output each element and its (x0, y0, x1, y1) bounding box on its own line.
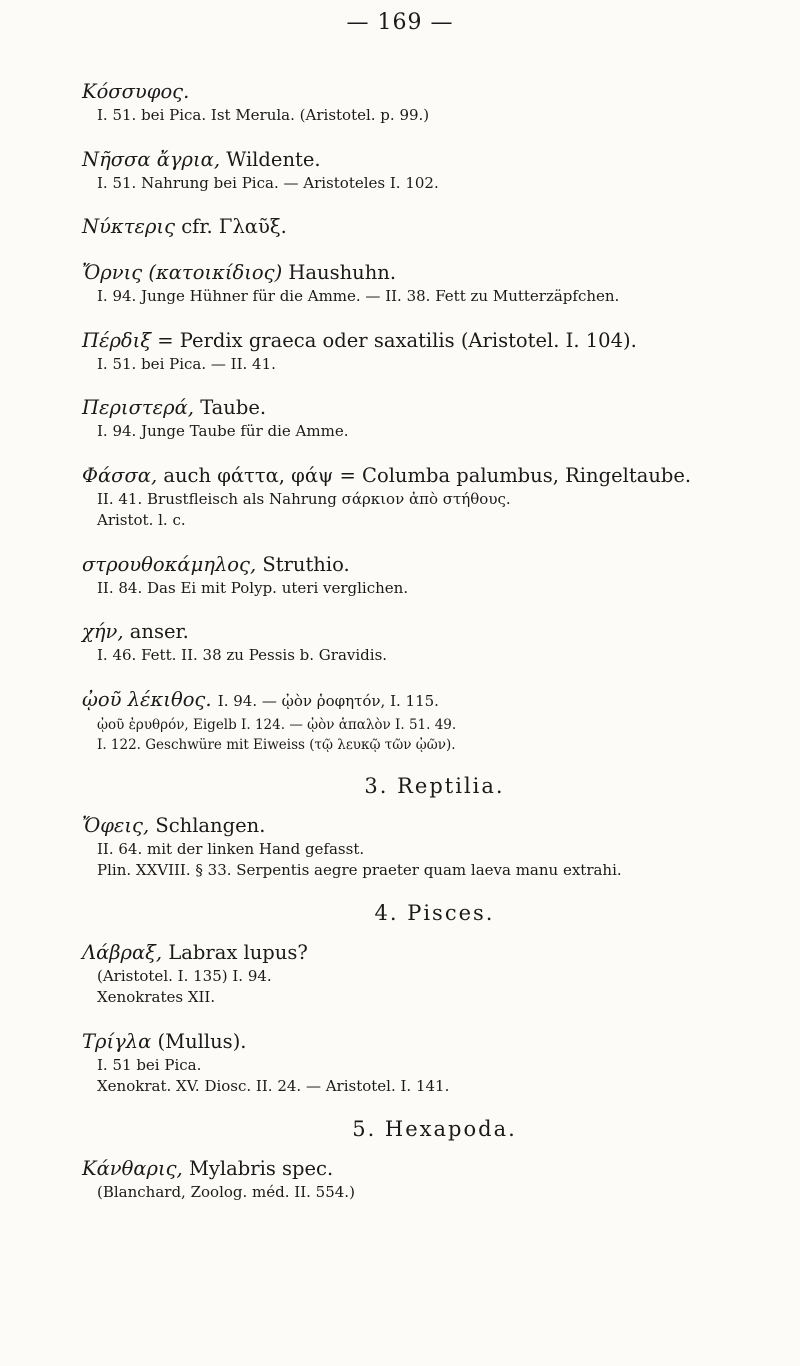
entry-latin: Mylabris spec. (188, 1156, 334, 1180)
entry-greek: Φάσσα, (82, 463, 158, 487)
entry-note: Xenokrat. XV. Diosc. II. 24. — Aristotel. I. 141. (97, 1077, 450, 1095)
entry-peristera (82, 394, 787, 443)
entry-latin: = Perdix graeca oder saxatilis (Aristotel. I. 104). (157, 328, 637, 352)
entry-note: II. 64. mit der linken Hand gefasst. (97, 839, 365, 858)
page-content (82, 78, 787, 1222)
entry-greek: ᾠοῦ λέκιθος. (82, 687, 212, 711)
section-heading-hexapoda: 5. Hexapoda. (352, 1116, 517, 1141)
entry-trigla (82, 1028, 787, 1098)
entry-greek: Νῆσσα ἄγρια, (82, 147, 221, 171)
section-heading-pisces: 4. Pisces. (374, 900, 495, 925)
entry-latin: I. 94. — ᾠὸν ῥοφητόν, I. 115. (217, 691, 439, 710)
entry-note: I. 94. Junge Taube für die Amme. (97, 422, 349, 440)
entry-kantharis (82, 1155, 787, 1204)
entry-opheis (82, 812, 787, 882)
entry-perdix (82, 327, 787, 376)
entry-greek: Πέρδιξ (82, 328, 152, 352)
entry-greek: Κάνθαρις, (82, 1156, 183, 1180)
entry-note: ᾠοῦ ἐρυθρόν, Eigelb I. 124. — ᾠὸν ἁπαλὸν I. 51. 49. (97, 716, 457, 733)
entry-greek: Ὄρνις (κατοικίδιος) (82, 261, 283, 284)
entry-labrax (82, 939, 787, 1009)
entry-latin: Taube. (200, 396, 267, 419)
entry-phassa (82, 462, 787, 532)
entry-note: (Aristotel. I. 135) I. 94. (97, 966, 272, 985)
entry-greek: Κόσσυφος. (82, 80, 190, 103)
entry-latin: Haushuhn. (288, 261, 397, 284)
entry-latin: Schlangen. (155, 813, 266, 837)
entry-latin: auch φάττα, φάψ = Columba palumbus, Ringeltaube. (163, 463, 692, 487)
entry-note: I. 46. Fett. II. 38 zu Pessis b. Gravidis. (97, 646, 388, 664)
entry-note: (Blanchard, Zoolog. méd. II. 554.) (97, 1182, 355, 1201)
entry-note: I. 51. bei Pica. — II. 41. (97, 354, 276, 373)
entry-note: Plin. XXVIII. § 33. Serpentis aegre praeter quam laeva manu extrahi. (97, 861, 622, 879)
entry-greek: Ὄφεις, (82, 813, 150, 837)
entry-nykteris (82, 213, 787, 240)
entry-note: I. 94. Junge Hühner für die Amme. — II. 38. Fett zu Mutterzäpfchen. (97, 287, 620, 305)
entry-note: Aristot. l. c. (97, 511, 186, 529)
entry-kossyphos (82, 78, 787, 127)
entry-latin: anser. (129, 620, 189, 643)
section-heading-reptilia: 3. Reptilia. (364, 773, 505, 798)
entry-greek: Νύκτερις (82, 215, 175, 238)
entry-greek: χήν, (82, 620, 124, 643)
entry-latin: Labrax lupus? (168, 940, 308, 964)
entry-greek: Περιστερά, (82, 396, 194, 419)
entry-note: I. 51. Nahrung bei Pica. — Aristoteles I. 102. (97, 173, 439, 192)
entry-note: II. 84. Das Ei mit Polyp. uteri verglichen. (97, 578, 409, 597)
entry-latin: Struthio. (262, 552, 350, 576)
entry-nessa (82, 146, 787, 195)
entry-greek: Τρίγλα (82, 1029, 152, 1053)
entry-note: I. 51 bei Pica. (97, 1055, 202, 1074)
entry-ornis (82, 259, 787, 308)
page-number: — 169 — (346, 10, 454, 35)
entry-latin: Wildente. (226, 147, 321, 171)
entry-oou-lekithos (82, 686, 787, 755)
entry-note: II. 41. Brustfleisch als Nahrung σάρκιον ἀπὸ στήθους. (97, 489, 511, 508)
entry-chen (82, 618, 787, 667)
entry-note: I. 51. bei Pica. Ist Merula. (Aristotel. p. 99.) (97, 106, 430, 124)
entry-strouthokamelos (82, 551, 787, 600)
entry-note: Xenokrates XII. (97, 988, 216, 1006)
entry-note: I. 122. Geschwüre mit Eiweiss (τῷ λευκῷ τῶν ᾠῶν). (97, 736, 456, 753)
entry-greek: στρουθοκάμηλος, (82, 552, 257, 576)
entry-greek: Λάβραξ, (82, 940, 163, 964)
entry-latin: cfr. Γλαῦξ. (181, 215, 287, 238)
entry-latin: (Mullus). (157, 1029, 247, 1053)
